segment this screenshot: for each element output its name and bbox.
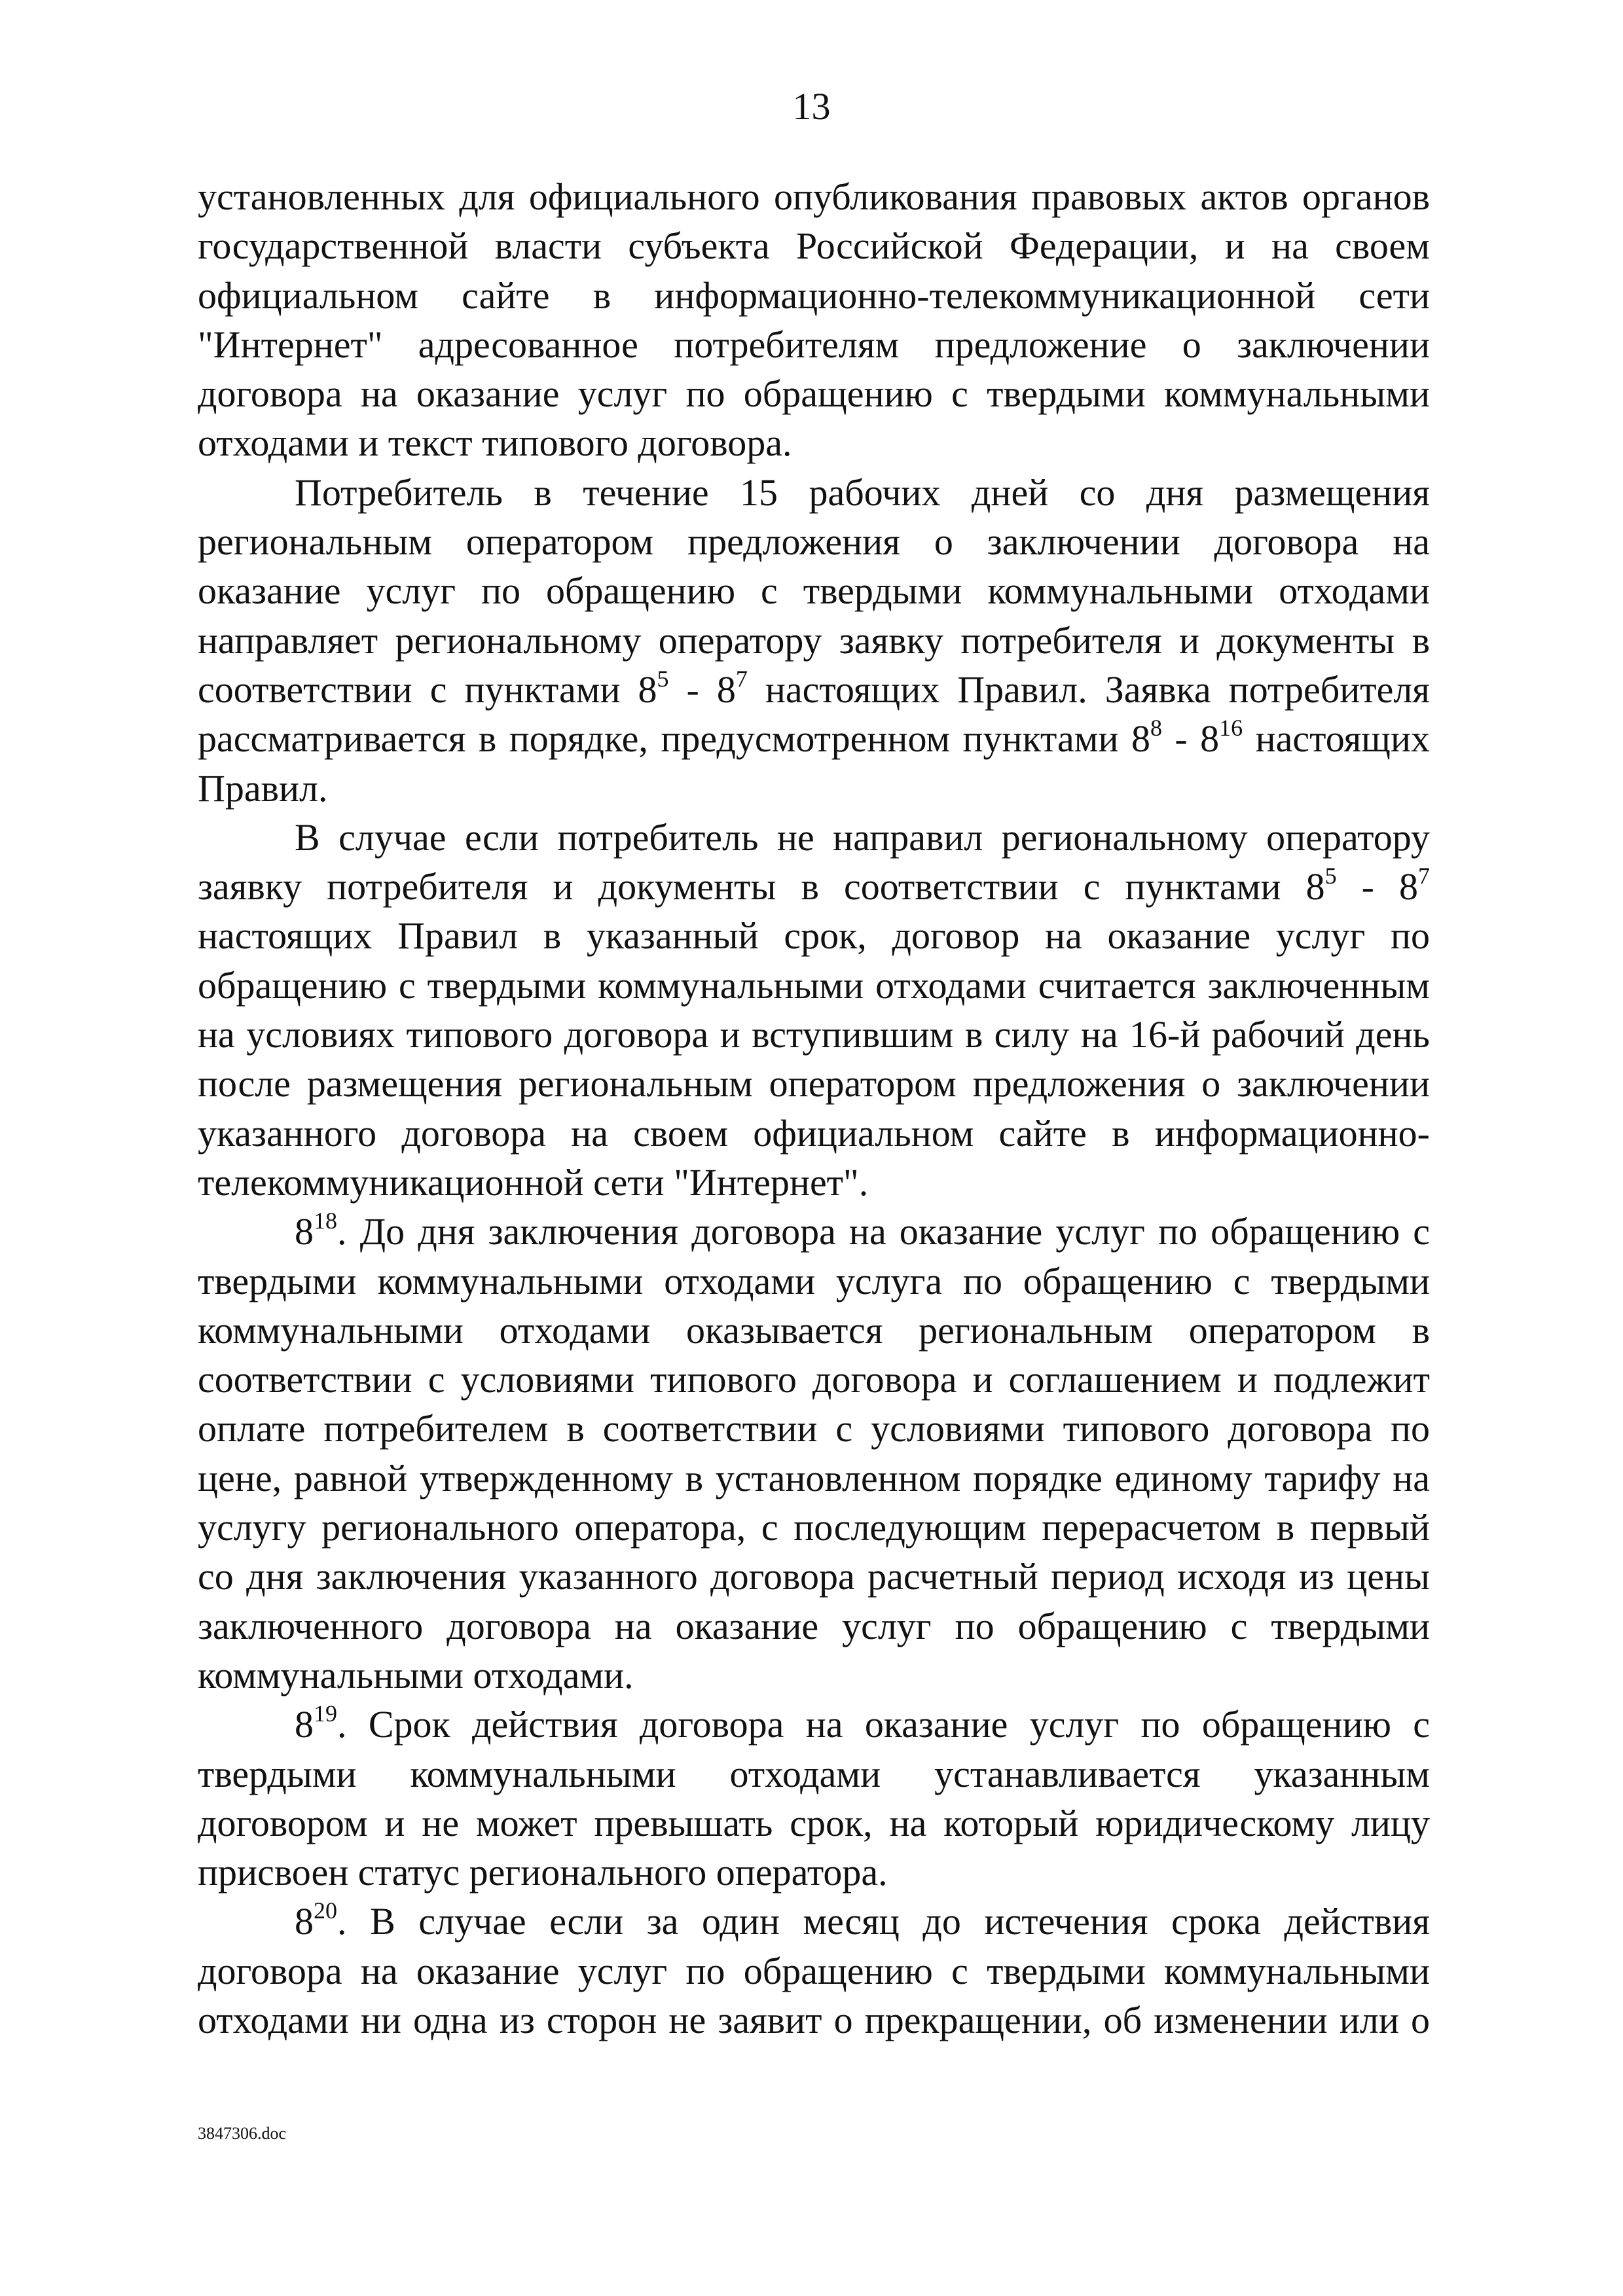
clause-superscript: 20 [314,1897,337,1924]
paragraph-text: Потребитель в течение 15 рабочих дней со дня размещения региональным оператором предложения о заключении договора на оказание услуг по обращению с твердыми коммунальными отходами направляет региональному оператору заявку потребителя и документы в соответствии с пунктами 8 [198,471,1430,711]
paragraph-continuation: установленных для официального опубликования правовых актов органов государственной власти субъекта Российской Федерации, и на своем официальном сайте в информационно-телекоммуникационной сети "Интернет" адресованное потребителям предложение о заключении договора на оказание услуг по обращению с твердыми коммунальными отходами и текст типового договора. [198,175,1430,465]
page-number: 13 [792,85,831,128]
paragraph-text: - 8 [668,668,736,711]
clause-text: . В случае если за один месяц до истечения срока действия договора на оказание услуг по обращению с твердыми коммунальными отходами ни одна из сторон не заявит о прекращении, об изменении или о [198,1900,1430,2041]
superscript: 7 [735,665,748,692]
paragraph-text: настоящих Правил в указанный срок, договор на оказание услуг по обращению с твердыми коммунальными отходами считается заключенным на условиях типового договора и вступившим в силу на 16-й рабочий день после размещения региональным оператором предложения о заключении указанного договора на своем официальном сайте в информационно-телекоммуникационной сети "Интернет". [198,914,1430,1204]
clause-number: 8 [295,1900,314,1943]
clause-number: 8 [295,1703,314,1746]
paragraph-text: В случае если потребитель не направил региональному оператору заявку потребителя и документы в соответствии с пунктами 8 [198,816,1430,908]
clause-number: 8 [295,1210,314,1253]
clause-text: . Срок действия договора на оказание услуг по обращению с твердыми коммунальными отходами устанавливается указанным договором и не может превышать срок, на который юридическому лицу присвоен статус регионального оператора. [198,1703,1430,1894]
clause-superscript: 18 [314,1208,337,1234]
clause-superscript: 19 [314,1700,337,1727]
paragraph-text: - 8 [1161,717,1220,761]
paragraph-text: настоящих Правил. Заявка потребителя рассматривается в порядке, предусмотренном пунктами 8 [198,668,1430,761]
superscript: 8 [1150,715,1162,742]
document-body [198,172,1430,2045]
paragraph-no-application [198,813,1430,1207]
superscript: 5 [657,665,669,692]
document-filename: 3847306.doc [198,2124,287,2143]
paragraph-text: - 8 [1336,865,1418,908]
clause-8-18 [198,1207,1430,1700]
superscript: 5 [1324,863,1337,889]
clause-8-20 [198,1897,1430,2045]
superscript: 16 [1219,715,1243,742]
superscript: 7 [1418,863,1430,889]
clause-8-19 [198,1700,1430,1897]
paragraph-consumer-application [198,468,1430,813]
clause-text: . До дня заключения договора на оказание услуг по обращению с твердыми коммунальными отходами услуга по обращению с твердыми коммунальными отходами оказывается региональным оператором в соответствии с условиями типового договора и соглашением и подлежит оплате потребителем в соответствии с условиями типового договора по цене, равной утвержденному в установленном порядке единому тарифу на услугу регионального оператора, с последующим перерасчетом в первый со дня заключения указанного договора расчетный период исходя из цены заключенного договора на оказание услуг по обращению с твердыми коммунальными отходами. [198,1210,1430,1696]
paragraph-text: настоящих Правил. [198,717,1430,810]
